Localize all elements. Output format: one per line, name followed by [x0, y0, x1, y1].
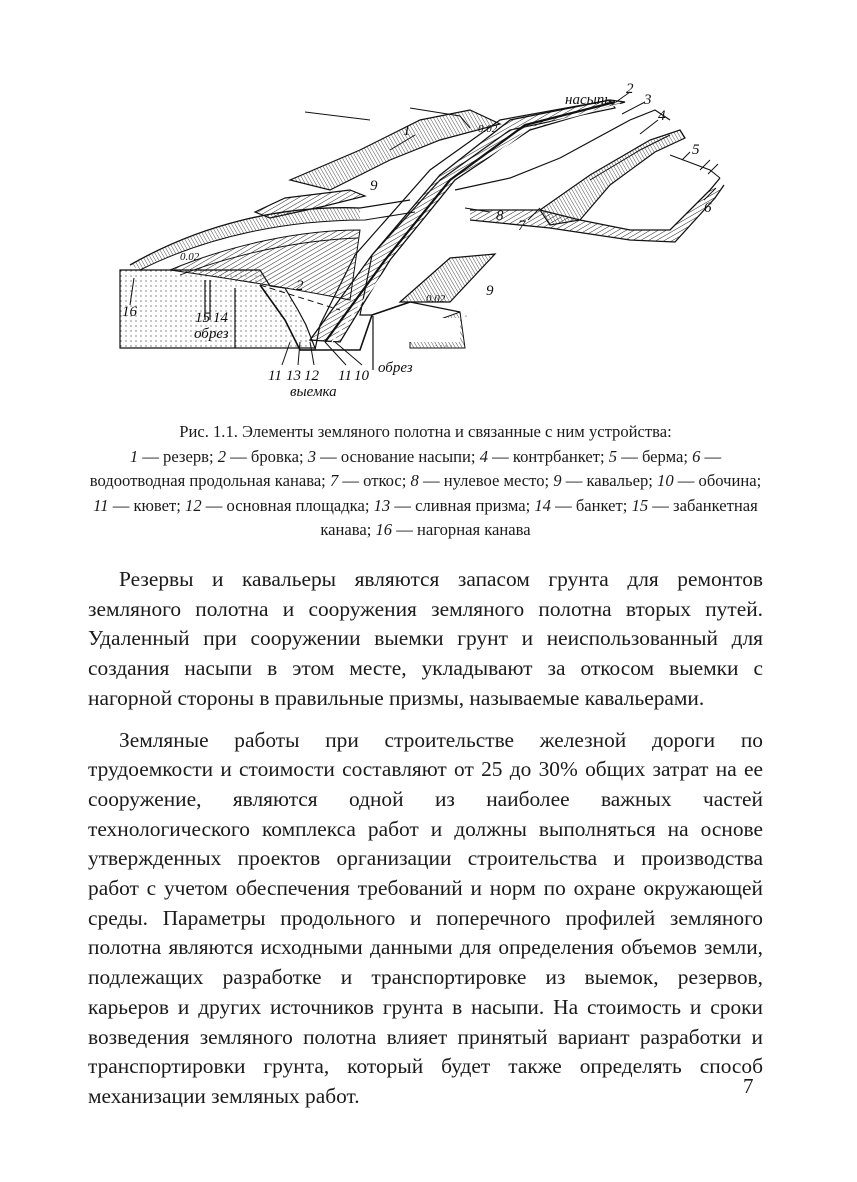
label-7: 7 [518, 218, 526, 234]
caption-item-number: 9 [553, 471, 562, 490]
reserve-1 [290, 110, 500, 190]
earthwork-illustration [110, 80, 750, 410]
label-2-top: 2 [626, 81, 634, 97]
caption-item-number: 12 [185, 495, 202, 515]
paragraph-1: Резервы и кавальеры являются запасом грунта для ремонтов земляного полотна и сооружения земляного полотна вторых путей. Удаленный при сооружении выемки грунт и неиспользованный для создания насыпи в этом месте, укладывают за откосом выемки с нагорной стороны в правильные призмы, называемые кавальерами. [88, 567, 763, 710]
slope-label-top: 0.02 [478, 123, 498, 135]
paragraph-2: Земляные работы при строительстве железной дороги по трудоемкости и стоимости составляют от 25 до 30% общих затрат на ее сооружение, являются одной из наиболее важных частей технологического комплекса работ и должны выполняться на основе утвержденных проектов организации строительства и производства работ с учетом обеспечения требований и норм по охране окружающей среды. Параметры продольного и поперечного профилей земляного полотна являются исходными данными для определения объемов земли, подлежащих разработке и транспортировке из выемок, резервов, карьеров и других источников грунта в насыпи. На стоимость и сроки возведения земляного полотна влияет принятый вариант разработки и транспортировки грунта, который будет также определять способ механизации земляных работ. [88, 727, 763, 1108]
label-obrez-left: обрез [194, 326, 229, 342]
caption-item-text: — банкет; [550, 495, 632, 515]
caption-item-text: — сливная призма; [390, 495, 535, 515]
caption-item-text: — основная площадка; [201, 495, 374, 515]
caption-legend [90, 447, 761, 540]
caption-item-text: — нагорная канава [392, 520, 531, 539]
caption-item-text: — бровка; [226, 446, 308, 466]
caption-item-text: — кавальер; [561, 471, 658, 490]
caption-item-text: — нулевое место; [418, 471, 554, 490]
label-6: 6 [704, 200, 712, 216]
caption-item-text: — резерв; [138, 446, 218, 466]
caption-item-number: 15 [631, 495, 649, 515]
caption-item-text: — обочина; [673, 471, 762, 490]
caption-item-text: — берма; [617, 446, 693, 466]
figure-caption [88, 420, 763, 543]
label-16: 16 [122, 304, 137, 320]
caption-item-number: 2 [217, 446, 227, 466]
label-11a: 11 [268, 368, 282, 384]
caption-item-number: 11 [93, 495, 109, 515]
caption-item-number: 5 [608, 446, 618, 466]
label-15: 15 [195, 310, 210, 326]
caption-item-number: 14 [534, 495, 551, 515]
caption-item-number: 3 [307, 446, 317, 466]
embankment-slope [540, 130, 685, 225]
caption-item-number: 16 [375, 520, 393, 539]
label-11b: 11 [338, 368, 352, 384]
caption-item-number: 4 [479, 446, 488, 466]
caption-item-number: 13 [373, 495, 391, 515]
caption-item-number: 10 [657, 471, 674, 490]
caption-item-text: — основание насыпи; [316, 446, 480, 466]
label-5: 5 [692, 142, 700, 158]
label-1: 1 [403, 123, 411, 139]
cavalier-9-right [400, 254, 495, 302]
body-text [88, 565, 763, 1124]
label-obrez-right: обрез [378, 360, 413, 376]
slope-label-left: 0.02 [180, 251, 200, 263]
caption-item-number: 1 [129, 446, 139, 466]
caption-item-text: — водоотводная продольная канава; [89, 446, 722, 490]
caption-item-number: 8 [410, 471, 419, 490]
caption-item-text: — забанкетная канава; [320, 495, 758, 539]
label-4: 4 [658, 108, 666, 124]
label-13: 13 [286, 368, 301, 384]
label-14: 14 [213, 310, 228, 326]
figure-earthwork-diagram [110, 80, 750, 410]
caption-item-text: — откос; [338, 471, 411, 490]
label-8: 8 [496, 208, 504, 224]
label-3: 3 [644, 92, 652, 108]
caption-item-text: — кювет; [108, 495, 186, 515]
caption-item-number: 6 [692, 446, 701, 466]
caption-item-number: 7 [329, 471, 339, 490]
caption-item-text: — контрбанкет; [488, 446, 609, 466]
page-number: 7 [743, 1074, 754, 1098]
label-nasyp: насыпь [565, 92, 612, 108]
caption-lead: Рис. 1.1. Элементы земляного полотна и связанные с ним устройства: [179, 422, 672, 441]
label-10: 10 [354, 368, 369, 384]
label-12: 12 [304, 368, 319, 384]
label-vyemka: выемка [290, 384, 337, 400]
label-9-right: 9 [486, 283, 494, 299]
label-9-left: 9 [370, 178, 378, 194]
label-2-mid: 2 [296, 278, 304, 294]
slope-label-right: 0.02 [426, 293, 446, 305]
